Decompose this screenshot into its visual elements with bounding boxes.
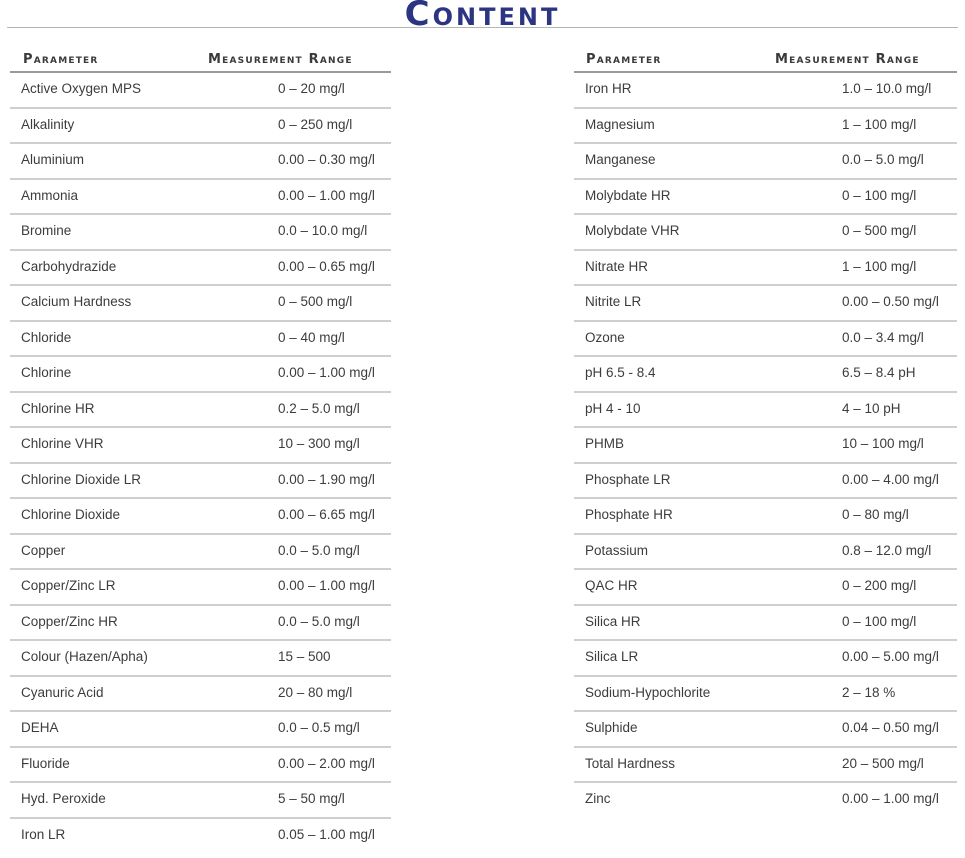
table-row: [10, 286, 391, 322]
parameter-cell: Total Hardness: [585, 755, 676, 771]
measurement-range-cell: 10 – 100 mg/l: [842, 436, 924, 451]
table-row: [10, 144, 391, 180]
parameter-table-left: [10, 50, 391, 852]
measurement-range-cell: 0.00 – 0.50 mg/l: [842, 294, 939, 309]
parameter-table-right: [574, 50, 957, 817]
table-header: [10, 50, 391, 73]
table-row: [10, 251, 391, 287]
table-row: [574, 215, 957, 251]
parameter-cell: Sulphide: [585, 720, 638, 735]
parameter-cell: Chlorine Dioxide: [21, 507, 121, 522]
table-row: [574, 535, 957, 571]
measurement-range-cell: 0 – 500 mg/l: [842, 223, 917, 238]
parameter-cell: Aluminium: [21, 152, 85, 167]
parameter-cell: Bromine: [21, 223, 72, 238]
measurement-range-cell: 0 – 40 mg/l: [278, 329, 345, 345]
parameter-cell: Copper/Zinc HR: [21, 613, 118, 629]
parameter-cell: Iron LR: [21, 826, 66, 842]
parameter-cell: Zinc: [585, 791, 611, 806]
parameter-cell: Manganese: [585, 152, 656, 167]
measurement-range-cell: 20 – 500 mg/l: [842, 755, 924, 771]
table-row: [10, 109, 391, 145]
table-row: [574, 251, 957, 287]
measurement-range-cell: 0.00 – 0.65 mg/l: [278, 258, 375, 274]
parameter-cell: Cyanuric Acid: [21, 684, 104, 700]
table-row: [10, 748, 391, 784]
measurement-range-cell: 0.0 – 10.0 mg/l: [278, 223, 368, 238]
parameter-cell: Potassium: [585, 542, 649, 558]
parameter-cell: QAC HR: [585, 578, 638, 593]
measurement-range-cell: 0.0 – 3.4 mg/l: [842, 329, 924, 345]
column-header-measurement-range: Measurement Range: [208, 52, 353, 67]
table-row: [10, 819, 391, 853]
table-row: [10, 641, 391, 677]
parameter-cell: Nitrate HR: [585, 258, 649, 274]
measurement-range-cell: 0 – 100 mg/l: [842, 187, 917, 203]
table-row: [10, 712, 391, 748]
measurement-range-cell: 4 – 10 pH: [842, 400, 901, 416]
table-row: [574, 570, 957, 606]
parameter-cell: Magnesium: [585, 116, 655, 132]
table-row: [10, 570, 391, 606]
table-row: [574, 109, 957, 145]
title-divider: [7, 27, 958, 28]
parameter-cell: Carbohydrazide: [21, 258, 117, 274]
table-row: [10, 677, 391, 713]
measurement-range-cell: 0.2 – 5.0 mg/l: [278, 400, 360, 416]
measurement-range-cell: 6.5 – 8.4 pH: [842, 365, 916, 380]
parameter-cell: Chlorine: [21, 365, 72, 380]
parameter-cell: PHMB: [585, 436, 625, 451]
measurement-range-cell: 1 – 100 mg/l: [842, 258, 917, 274]
table-row: [574, 286, 957, 322]
parameter-cell: Ammonia: [21, 187, 79, 203]
measurement-range-cell: 0.0 – 5.0 mg/l: [278, 542, 360, 558]
measurement-range-cell: 0.00 – 5.00 mg/l: [842, 649, 939, 664]
table-body: [574, 73, 957, 817]
measurement-range-cell: 15 – 500: [278, 649, 331, 664]
measurement-range-cell: 10 – 300 mg/l: [278, 436, 360, 451]
table-row: [10, 499, 391, 535]
column-header-parameter: Parameter: [23, 52, 99, 67]
measurement-range-cell: 0.00 – 1.00 mg/l: [842, 791, 939, 806]
parameter-cell: pH 4 - 10: [585, 400, 641, 416]
table-row: [574, 783, 957, 817]
measurement-range-cell: 5 – 50 mg/l: [278, 791, 345, 806]
measurement-range-cell: 0.8 – 12.0 mg/l: [842, 542, 932, 558]
parameter-cell: Colour (Hazen/Apha): [21, 649, 148, 664]
parameter-cell: Ozone: [585, 329, 625, 345]
parameter-cell: Alkalinity: [21, 116, 75, 132]
table-row: [10, 180, 391, 216]
table-row: [574, 499, 957, 535]
table-row: [10, 783, 391, 819]
table-row: [574, 357, 957, 393]
table-row: [10, 535, 391, 571]
parameter-cell: Fluoride: [21, 755, 70, 771]
column-header-measurement-range: Measurement Range: [775, 52, 920, 67]
table-row: [574, 712, 957, 748]
measurement-range-cell: 0 – 200 mg/l: [842, 578, 917, 593]
parameter-cell: Chlorine VHR: [21, 436, 104, 451]
measurement-range-cell: 0.0 – 0.5 mg/l: [278, 720, 360, 735]
measurement-range-cell: 0.00 – 1.00 mg/l: [278, 187, 375, 203]
measurement-range-cell: 0 – 80 mg/l: [842, 507, 909, 522]
parameter-cell: Molybdate VHR: [585, 223, 680, 238]
measurement-range-cell: 0.04 – 0.50 mg/l: [842, 720, 939, 735]
measurement-range-cell: 0.0 – 5.0 mg/l: [278, 613, 360, 629]
table-row: [574, 748, 957, 784]
measurement-range-cell: 0.00 – 2.00 mg/l: [278, 755, 375, 771]
parameter-cell: Silica LR: [585, 649, 639, 664]
parameter-cell: Phosphate HR: [585, 507, 673, 522]
measurement-range-cell: 0 – 500 mg/l: [278, 294, 353, 309]
table-row: [10, 606, 391, 642]
parameter-cell: Active Oxygen MPS: [21, 81, 142, 96]
column-header-parameter: Parameter: [586, 52, 662, 67]
table-row: [574, 180, 957, 216]
measurement-range-cell: 0.0 – 5.0 mg/l: [842, 152, 924, 167]
table-row: [574, 428, 957, 464]
parameter-cell: Molybdate HR: [585, 187, 671, 203]
measurement-range-cell: 0.00 – 1.00 mg/l: [278, 365, 375, 380]
parameter-cell: Calcium Hardness: [21, 294, 132, 309]
parameter-cell: Hyd. Peroxide: [21, 791, 106, 806]
parameter-cell: pH 6.5 - 8.4: [585, 365, 656, 380]
measurement-range-cell: 20 – 80 mg/l: [278, 684, 353, 700]
measurement-range-cell: 0 – 100 mg/l: [842, 613, 917, 629]
measurement-range-cell: 1 – 100 mg/l: [842, 116, 917, 132]
table-row: [574, 393, 957, 429]
table-header: [574, 50, 957, 73]
page-title: Content: [404, 0, 561, 34]
table-row: [574, 641, 957, 677]
measurement-range-cell: 0 – 20 mg/l: [278, 81, 345, 96]
parameter-cell: Sodium-Hypochlorite: [585, 684, 711, 700]
table-row: [574, 606, 957, 642]
table-row: [10, 322, 391, 358]
parameter-cell: Phosphate LR: [585, 471, 671, 487]
table-body: [10, 73, 391, 852]
parameter-cell: Copper/Zinc LR: [21, 578, 116, 593]
parameter-cell: Chlorine Dioxide LR: [21, 471, 142, 487]
table-row: [10, 357, 391, 393]
measurement-range-cell: 0.00 – 6.65 mg/l: [278, 507, 375, 522]
table-row: [10, 393, 391, 429]
parameter-cell: Chlorine HR: [21, 400, 95, 416]
parameter-cell: Copper: [21, 542, 66, 558]
table-row: [10, 464, 391, 500]
measurement-range-cell: 0.00 – 1.90 mg/l: [278, 471, 375, 487]
measurement-range-cell: 0 – 250 mg/l: [278, 116, 353, 132]
table-row: [10, 73, 391, 109]
table-row: [574, 677, 957, 713]
table-row: [574, 144, 957, 180]
measurement-range-cell: 0.00 – 1.00 mg/l: [278, 578, 375, 593]
parameter-cell: Nitrite LR: [585, 294, 642, 309]
measurement-range-cell: 2 – 18 %: [842, 684, 896, 700]
parameter-cell: Iron HR: [585, 81, 632, 96]
table-row: [574, 322, 957, 358]
measurement-range-cell: 0.00 – 0.30 mg/l: [278, 152, 375, 167]
table-row: [10, 215, 391, 251]
table-row: [10, 428, 391, 464]
measurement-range-cell: 0.05 – 1.00 mg/l: [278, 826, 375, 842]
table-row: [574, 73, 957, 109]
measurement-range-cell: 1.0 – 10.0 mg/l: [842, 81, 932, 96]
table-row: [574, 464, 957, 500]
measurement-range-cell: 0.00 – 4.00 mg/l: [842, 471, 939, 487]
parameter-cell: DEHA: [21, 720, 59, 735]
parameter-cell: Chloride: [21, 329, 72, 345]
parameter-cell: Silica HR: [585, 613, 641, 629]
